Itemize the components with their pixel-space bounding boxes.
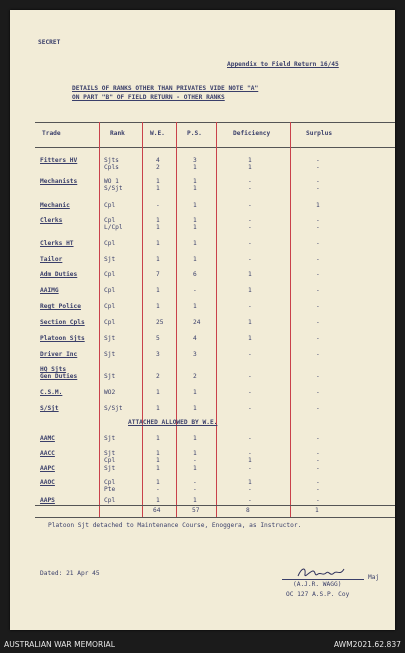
cell-rank: WO2 <box>104 389 116 396</box>
cell-sur: 1 <box>316 202 320 209</box>
cell-rank: Cpl <box>104 457 116 464</box>
cell-sur: - <box>316 457 320 464</box>
cell-ps: 1 <box>193 240 197 247</box>
cell-trade: Driver Inc <box>40 351 78 358</box>
cell-sur: - <box>316 450 320 457</box>
cell-rank: Cpl <box>104 287 116 294</box>
cell-def: - <box>248 351 252 358</box>
cell-we: 1 <box>156 435 160 442</box>
cell-trade: AAPS <box>40 497 55 504</box>
column-divider <box>290 122 291 517</box>
cell-sur: - <box>316 164 320 171</box>
cell-ps: - <box>193 486 197 493</box>
cell-sur: - <box>316 405 320 412</box>
cell-ps: 1 <box>193 202 197 209</box>
cell-def: - <box>248 224 252 231</box>
appendix-heading: Appendix to Field Return 16/45 <box>227 61 339 68</box>
cell-rank: Cpls <box>104 164 119 171</box>
cell-trade: AAMC <box>40 435 55 442</box>
cell-rank: Sjt <box>104 450 116 457</box>
cell-sur: - <box>316 479 320 486</box>
cell-trade: Clerks <box>40 217 63 224</box>
archive-name: AUSTRALIAN WAR MEMORIAL <box>4 640 115 649</box>
total-we: 64 <box>153 507 161 514</box>
cell-def: 1 <box>248 271 252 278</box>
cell-sur: - <box>316 389 320 396</box>
cell-def: - <box>248 486 252 493</box>
cell-ps: 1 <box>193 497 197 504</box>
cell-trade: HQ Sjts <box>40 366 67 373</box>
cell-def: - <box>248 178 252 185</box>
cell-we: 1 <box>156 303 160 310</box>
cell-rank: Sjt <box>104 351 116 358</box>
cell-we: 1 <box>156 217 160 224</box>
cell-we: - <box>156 202 160 209</box>
total-deficiency: 8 <box>246 507 250 514</box>
cell-we: 5 <box>156 335 160 342</box>
column-divider <box>176 122 177 517</box>
cell-rank: Sjts <box>104 157 119 164</box>
cell-sur: - <box>316 185 320 192</box>
cell-ps: 1 <box>193 164 197 171</box>
secret-stamp: SECRET <box>38 39 61 46</box>
header-rank: Rank <box>110 130 125 137</box>
cell-def: 1 <box>248 164 252 171</box>
note-text: Platoon Sjt detached to Maintenance Course, Enoggera, as Instructor. <box>48 522 302 529</box>
signature-line <box>282 579 364 580</box>
cell-ps: 1 <box>193 256 197 263</box>
cell-we: 1 <box>156 450 160 457</box>
cell-def: - <box>248 185 252 192</box>
signer-name: (A.J.R. WAGG) <box>293 581 342 588</box>
cell-trade: Adm Duties <box>40 271 78 278</box>
cell-ps: 4 <box>193 335 197 342</box>
cell-we: - <box>156 486 160 493</box>
cell-def: - <box>248 405 252 412</box>
cell-we: 2 <box>156 164 160 171</box>
cell-sur: - <box>316 256 320 263</box>
cell-ps: 1 <box>193 405 197 412</box>
cell-ps: 24 <box>193 319 201 326</box>
cell-trade: Mechanic <box>40 202 70 209</box>
header-trade: Trade <box>42 130 61 137</box>
cell-ps: 1 <box>193 224 197 231</box>
cell-rank: Sjt <box>104 373 116 380</box>
cell-rank: Sjt <box>104 256 116 263</box>
cell-we: 1 <box>156 389 160 396</box>
cell-def: 1 <box>248 335 252 342</box>
column-divider <box>142 122 143 517</box>
cell-sur: - <box>316 303 320 310</box>
table-bottom-rule <box>35 517 395 518</box>
column-divider <box>216 122 217 517</box>
cell-we: 25 <box>156 319 164 326</box>
cell-sur: - <box>316 157 320 164</box>
cell-ps: 1 <box>193 389 197 396</box>
cell-trade: Tailor <box>40 256 63 263</box>
cell-def: - <box>248 497 252 504</box>
cell-def: - <box>248 389 252 396</box>
totals-rule <box>35 505 395 506</box>
title-line-1: DETAILS OF RANKS OTHER THAN PRIVATES VIDE NOTE "A" <box>72 85 259 92</box>
cell-ps: 1 <box>193 465 197 472</box>
cell-ps: 1 <box>193 435 197 442</box>
column-divider <box>99 122 100 517</box>
cell-rank: Cpl <box>104 479 116 486</box>
cell-def: - <box>248 202 252 209</box>
cell-sur: - <box>316 224 320 231</box>
cell-we: 1 <box>156 497 160 504</box>
cell-def: - <box>248 465 252 472</box>
cell-def: 1 <box>248 479 252 486</box>
cell-we: 1 <box>156 405 160 412</box>
cell-rank: S/Sjt <box>104 405 123 412</box>
cell-we: 1 <box>156 256 160 263</box>
cell-rank: Cpl <box>104 319 116 326</box>
cell-we: 3 <box>156 351 160 358</box>
header-rule <box>35 147 395 148</box>
header-deficiency: Deficiency <box>233 130 271 137</box>
cell-sur: - <box>316 435 320 442</box>
header-surplus: Surplus <box>306 130 333 137</box>
archive-footer <box>0 636 405 653</box>
cell-rank: WO 1 <box>104 178 119 185</box>
cell-trade: Section Cpls <box>40 319 85 326</box>
cell-def: - <box>248 256 252 263</box>
cell-trade: Fitters HV <box>40 157 78 164</box>
cell-ps: 1 <box>193 450 197 457</box>
total-surplus: 1 <box>315 507 319 514</box>
header-ps: P.S. <box>187 130 202 137</box>
cell-we: 1 <box>156 178 160 185</box>
cell-rank: Cpl <box>104 303 116 310</box>
cell-sur: - <box>316 335 320 342</box>
cell-trade: AACC <box>40 450 55 457</box>
cell-rank: Cpl <box>104 217 116 224</box>
cell-trade: Regt Police <box>40 303 81 310</box>
cell-we: 1 <box>156 240 160 247</box>
cell-rank: Sjt <box>104 465 116 472</box>
cell-def: 1 <box>248 287 252 294</box>
cell-sur: - <box>316 217 320 224</box>
cell-trade: Mechanists <box>40 178 78 185</box>
dated-text: Dated: 21 Apr 45 <box>40 570 100 577</box>
cell-rank: Sjt <box>104 335 116 342</box>
cell-sur: - <box>316 178 320 185</box>
cell-sur: - <box>316 271 320 278</box>
cell-sur: - <box>316 373 320 380</box>
cell-sur: - <box>316 486 320 493</box>
title-line-2: ON PART "B" OF FIELD RETURN - OTHER RANKS <box>72 94 225 101</box>
cell-def: - <box>248 435 252 442</box>
cell-ps: 3 <box>193 157 197 164</box>
cell-rank: Cpl <box>104 240 116 247</box>
header-we: W.E. <box>150 130 165 137</box>
cell-rank: S/Sjt <box>104 185 123 192</box>
cell-rank: Sjt <box>104 435 116 442</box>
cell-trade: C.S.M. <box>40 389 63 396</box>
cell-ps: - <box>193 457 197 464</box>
cell-rank: Cpl <box>104 202 116 209</box>
cell-sur: - <box>316 465 320 472</box>
total-ps: 57 <box>192 507 200 514</box>
cell-ps: 6 <box>193 271 197 278</box>
cell-trade: AAPC <box>40 465 55 472</box>
cell-def: 1 <box>248 457 252 464</box>
cell-ps: 1 <box>193 185 197 192</box>
cell-def: 1 <box>248 157 252 164</box>
cell-rank: Pte <box>104 486 116 493</box>
cell-sur: - <box>316 287 320 294</box>
cell-ps: 1 <box>193 178 197 185</box>
cell-we: 1 <box>156 479 160 486</box>
cell-def: - <box>248 450 252 457</box>
cell-ps: - <box>193 479 197 486</box>
attached-heading: ATTACHED ALLOWED BY W.E. <box>128 419 218 426</box>
cell-rank: L/Cpl <box>104 224 123 231</box>
cell-def: - <box>248 240 252 247</box>
cell-ps: - <box>193 287 197 294</box>
cell-we: 1 <box>156 185 160 192</box>
cell-sur: - <box>316 351 320 358</box>
cell-we: 1 <box>156 287 160 294</box>
cell-sur: - <box>316 319 320 326</box>
cell-trade: S/Sjt <box>40 405 59 412</box>
signer-rank: Maj <box>368 574 380 581</box>
cell-we: 1 <box>156 457 160 464</box>
cell-trade: Platoon Sjts <box>40 335 85 342</box>
cell-trade: AAIMG <box>40 287 59 294</box>
cell-ps: 1 <box>193 303 197 310</box>
signer-unit: OC 127 A.S.P. Coy <box>286 591 350 598</box>
cell-we: 7 <box>156 271 160 278</box>
cell-def: - <box>248 373 252 380</box>
cell-ps: 2 <box>193 373 197 380</box>
cell-trade: Clerks HT <box>40 240 74 247</box>
cell-def: - <box>248 303 252 310</box>
cell-sur: - <box>316 240 320 247</box>
cell-sur: - <box>316 497 320 504</box>
archive-id: AWM2021.62.837 <box>333 640 401 649</box>
cell-we: 2 <box>156 373 160 380</box>
table-top-rule <box>35 122 395 123</box>
cell-we: 1 <box>156 465 160 472</box>
cell-rank: Cpl <box>104 271 116 278</box>
cell-ps: 3 <box>193 351 197 358</box>
cell-we: 4 <box>156 157 160 164</box>
cell-def: - <box>248 217 252 224</box>
cell-we: 1 <box>156 224 160 231</box>
cell-rank: Cpl <box>104 497 116 504</box>
cell-trade: Gen Duties <box>40 373 78 380</box>
cell-ps: 1 <box>193 217 197 224</box>
cell-trade: AAOC <box>40 479 55 486</box>
cell-def: 1 <box>248 319 252 326</box>
